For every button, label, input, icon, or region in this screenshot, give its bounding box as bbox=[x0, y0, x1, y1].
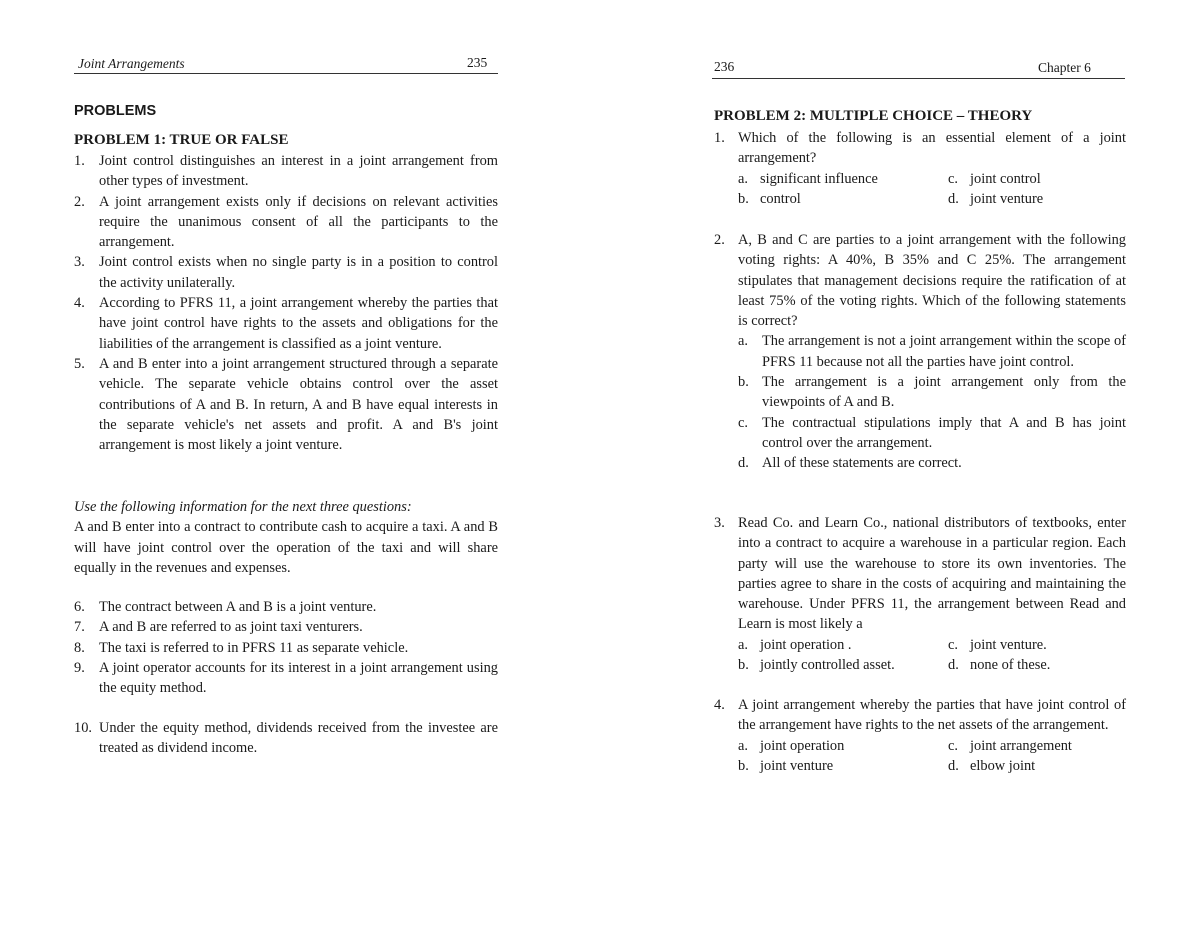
list-item: 9. A joint operator accounts for its interest in a joint arrangement using the equity method. bbox=[74, 659, 498, 697]
option-b: b. jointly controlled asset. bbox=[738, 657, 895, 674]
right-page bbox=[600, 0, 1200, 927]
page-number: 236 bbox=[714, 59, 735, 74]
header-rule bbox=[74, 73, 498, 74]
option-a: a. The arrangement is not a joint arrangement within the scope of PFRS 11 because not all the parties have joint control. bbox=[738, 333, 1126, 370]
running-header-title: Chapter 6 bbox=[1038, 60, 1091, 75]
page-number: 235 bbox=[467, 55, 488, 70]
option-c: c. joint venture. bbox=[948, 636, 1047, 653]
list-item: 10. Under the equity method, dividends received from the investee are treated as dividend income. bbox=[74, 720, 498, 757]
question-2: 2. A, B and C are parties to a joint arrangement with the following voting rights: A 40%, B 35% and C 25%. The arrangement stipulates that management decisions require the ratification of at least 75% of the voting rights. Which of the following statements is correct? a. The arrangement is not a joint arrangement within the scope of PFRS 11 because not all the parties have joint control. b. The arrangement is a joint arrangement only from the viewpoints of A and B. c. The contractual stipulations imply that A and B has joint control over the arrangement. d. All of these statements are correct. bbox=[714, 230, 1126, 474]
list-item: 2. A joint arrangement exists only if decisions on relevant activities require the unanimous consent of all the participants to the arrangement. bbox=[74, 193, 498, 251]
option-a: a. joint operation bbox=[738, 737, 845, 754]
option-d: d. none of these. bbox=[948, 657, 1051, 674]
options bbox=[738, 169, 1126, 210]
option-d: d. joint venture bbox=[948, 190, 1044, 207]
option-b: b. joint venture bbox=[738, 757, 834, 774]
question-4: 4. A joint arrangement whereby the parties that have joint control of the arrangement have rights to the net assets of the arrangement. a. joint operation c. joint arrangement b. joint venture d. elbow joint bbox=[714, 695, 1126, 776]
options bbox=[738, 736, 1126, 777]
true-false-list-1 bbox=[74, 151, 498, 455]
question-1: 1. Which of the following is an essential element of a joint arrangement? a. significant influence c. joint control b. control d. joint venture bbox=[714, 128, 1126, 209]
option-b: b. control bbox=[738, 190, 801, 207]
option-a: a. joint operation . bbox=[738, 636, 852, 653]
option-d: d. elbow joint bbox=[948, 757, 1036, 774]
list-item: 6. The contract between A and B is a joint venture. bbox=[74, 599, 377, 615]
problem-1-title: PROBLEM 1: TRUE OR FALSE bbox=[74, 132, 289, 148]
list-item: 3. Joint control exists when no single party is in a position to control the activity unilaterally. bbox=[74, 254, 498, 291]
list-item: 5. A and B enter into a joint arrangement structured through a separate vehicle. The separate vehicle obtains control over the asset contributions of A and B. In return, A and B have equal interests in the separate vehicle's net assets and profit. A and B's joint arrangement is most likely a joint venture. bbox=[74, 355, 498, 454]
options bbox=[738, 331, 1126, 473]
question-3: 3. Read Co. and Learn Co., national distributors of textbooks, enter into a contract to acquire a warehouse in a particular region. Each party will use the warehouse to store its own inventories. The parties agree to share in the costs of acquiring and maintaining the warehouse. Under PFRS 11, the arrangement between Read and Learn is most likely a a. joint operation . c. joint venture. b. jointly controlled asset. d. none of these. bbox=[714, 513, 1126, 675]
info-text: A and B enter into a contract to contribute cash to acquire a taxi. A and B will have joint control over the operation of the taxi and will share equally in the revenues and expenses. bbox=[74, 519, 498, 576]
option-d: d. All of these statements are correct. bbox=[738, 455, 962, 472]
problem-2-title: PROBLEM 2: MULTIPLE CHOICE – THEORY bbox=[714, 108, 1033, 124]
option-c: c. joint arrangement bbox=[948, 737, 1072, 754]
true-false-list-2 bbox=[74, 597, 498, 698]
header-rule bbox=[712, 78, 1125, 79]
options bbox=[738, 635, 1126, 676]
running-header-title: Joint Arrangements bbox=[78, 56, 185, 71]
option-b: b. The arrangement is a joint arrangement only from the viewpoints of A and B. bbox=[738, 374, 1126, 411]
list-item: 1. Joint control distinguishes an interest in a joint arrangement from other types of investment. bbox=[74, 153, 498, 190]
info-heading: Use the following information for the next three questions: bbox=[74, 499, 412, 515]
info-block bbox=[74, 497, 498, 578]
option-c: c. The contractual stipulations imply that A and B has joint control over the arrangement. bbox=[738, 414, 1126, 451]
list-item: 7. A and B are referred to as joint taxi venturers. bbox=[74, 619, 363, 636]
true-false-list-3 bbox=[74, 718, 498, 759]
option-c: c. joint control bbox=[948, 170, 1041, 187]
option-a: a. significant influence bbox=[738, 170, 878, 187]
list-item: 4. According to PFRS 11, a joint arrangement whereby the parties that have joint control have rights to the assets and obligations for the liabilities of the arrangement is classified as a joint venture. bbox=[74, 295, 498, 352]
list-item: 8. The taxi is referred to in PFRS 11 as separate vehicle. bbox=[74, 639, 409, 656]
section-title: PROBLEMS bbox=[74, 103, 157, 119]
